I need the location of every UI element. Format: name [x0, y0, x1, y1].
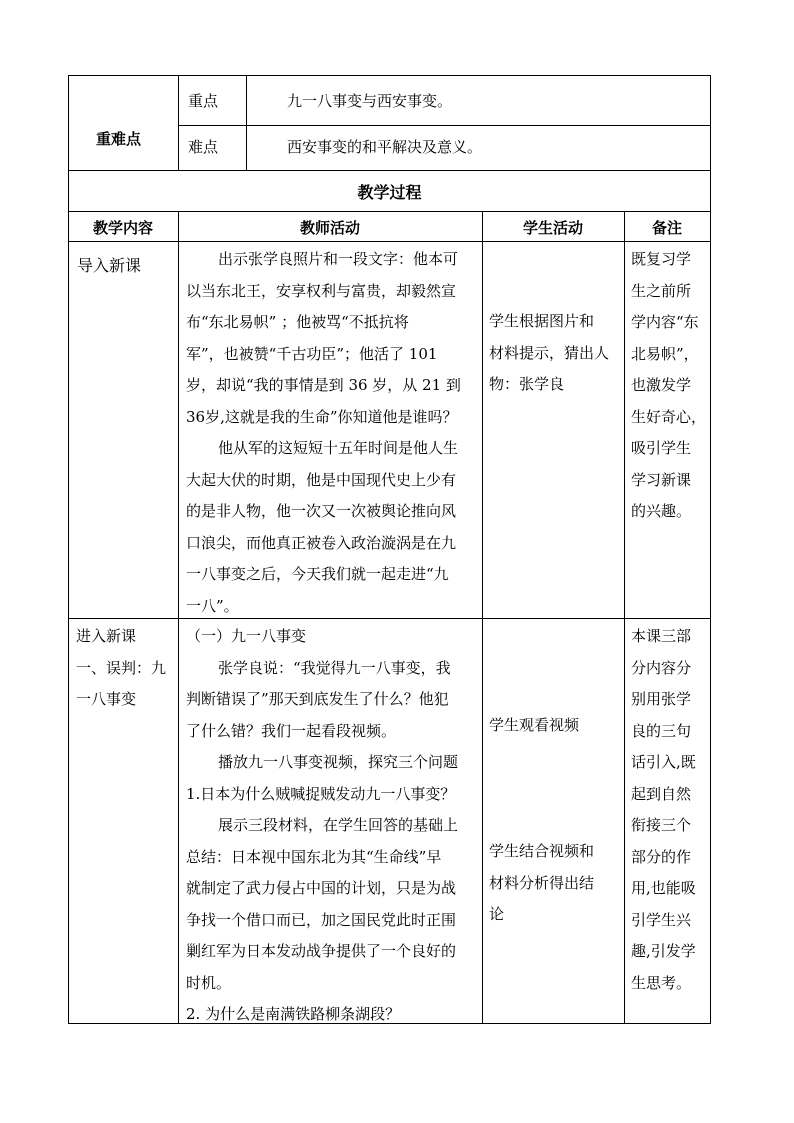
paragraph-line: 张学良说：“我觉得九一八事变，我 [218, 658, 451, 677]
paragraph-line: （一）九一八事变 [186, 627, 307, 645]
paragraph-line: 生思考。 [631, 973, 692, 992]
header-content: 教学内容 [92, 219, 153, 237]
process-title: 教学过程 [357, 183, 422, 202]
paragraph-line: 北易帜”， [631, 344, 699, 363]
paragraph-line: 材料分析得出结 [489, 873, 595, 892]
paragraph-line: 展示三段材料，在学生回答的基础上 [218, 816, 459, 834]
section2-student-activity-a: 学生观看视频 [489, 716, 580, 734]
paragraph-line: 衔接三个 [631, 816, 692, 834]
paragraph-line: 就制定了武力侵占中国的计划，只是为战 [186, 879, 457, 897]
paragraph-line: 大起大伏的时期，他是中国现代史上少有 [186, 470, 457, 489]
paragraph-line: 2. 为什么是南满铁路柳条湖段？ [186, 1005, 401, 1023]
key-points-label: 重难点 [96, 130, 142, 148]
paragraph-line: 争找一个借口而已，加之国民党此时正围 [186, 910, 457, 929]
paragraph-line: 时机。 [186, 973, 232, 992]
paragraph-line: 论 [489, 905, 505, 923]
paragraph-line: 一八事变之后，今天我们就一起走进“九 [186, 565, 449, 583]
paragraph-line: 的是非人物，他一次又一次被舆论推向风 [186, 502, 457, 520]
paragraph-line: 物：张学良 [489, 375, 565, 393]
section1-teacher-activity [186, 244, 478, 622]
paragraph-line: 播放九一八事变视频，探究三个问题 [218, 753, 459, 771]
paragraph-line: 他从军的这短短十五年时间是他人生 [218, 439, 459, 457]
header-notes: 备注 [651, 219, 682, 237]
paragraph-line: 用,也能吸 [631, 879, 696, 897]
paragraph-line: 学内容“东 [631, 313, 699, 331]
paragraph-line: 的兴趣。 [631, 502, 692, 520]
paragraph-line: 既复习学 [631, 250, 692, 268]
paragraph-line: 材料提示，猜出人 [489, 343, 610, 362]
keypoints-col-divider-2 [246, 75, 247, 171]
section1-notes [631, 244, 709, 528]
keypoints-col-divider-1 [178, 75, 179, 171]
paragraph-line: 一八”。 [186, 596, 239, 615]
row-divider-headers [68, 211, 711, 212]
paragraph-line: 军”，也被赞“千古功臣”；他活了 101 [186, 344, 438, 363]
paragraph-line: 引学生兴 [631, 910, 692, 929]
section2-notes [631, 621, 709, 999]
table-border-top [68, 75, 711, 76]
difficult-point-tag: 难点 [188, 138, 219, 156]
paragraph-line: 剿红军为日本发动战争提供了一个良好的 [186, 942, 457, 960]
paragraph-line: 良的三句 [631, 721, 692, 740]
paragraph-line: 学习新课 [631, 470, 692, 489]
paragraph-line: 以当东北王，安享权利与富贵，却毅然宣 [186, 281, 457, 300]
difficult-point-text: 西安事变的和平解决及意义。 [287, 138, 483, 156]
section2-teacher-activity [186, 621, 478, 1031]
row-divider-section1 [68, 241, 711, 242]
section2-content [76, 621, 176, 716]
section1-content: 导入新课 [77, 256, 142, 275]
row-divider-process [68, 170, 711, 171]
paragraph-line: 一八事变 [76, 690, 137, 708]
table-border-right [710, 75, 711, 1024]
paragraph-line: 1.日本为什么贼喊捉贼发动九一八事变？ [186, 784, 456, 803]
paragraph-line: 吸引学生 [631, 439, 692, 457]
section1-student-activity [489, 306, 621, 401]
key-point-tag: 重点 [188, 92, 219, 110]
paragraph-line: 分内容分 [631, 658, 692, 677]
paragraph-line: 学生根据图片和 [489, 312, 595, 330]
paragraph-line: 别用张学 [631, 690, 692, 708]
col-divider-teacher [482, 211, 483, 1024]
paragraph-line: 本课三部 [631, 627, 692, 645]
paragraph-line: 判断错误了”那天到底发生了什么？他犯 [186, 690, 449, 708]
paragraph-line: 趣,引发学 [631, 942, 696, 960]
col-divider-student [624, 211, 625, 1024]
header-student: 学生活动 [522, 219, 583, 237]
paragraph-line: 口浪尖，而他真正被卷入政治漩涡是在九 [186, 533, 457, 552]
paragraph-line: 话引入,既 [631, 753, 696, 771]
paragraph-line: 生好奇心， [631, 407, 707, 426]
row-divider-keypoints [178, 125, 711, 126]
paragraph-line: 36岁,这就是我的生命”你知道他是谁吗？ [186, 407, 458, 426]
paragraph-line: 出示张学良照片和一段文字：他本可 [218, 250, 459, 268]
key-point-text: 九一八事变与西安事变。 [287, 92, 453, 110]
paragraph-line: 布“东北易帜” ；他被骂“不抵抗将 [186, 313, 409, 331]
header-teacher: 教师活动 [299, 219, 360, 237]
paragraph-line: 了什么错？我们一起看段视频。 [186, 721, 397, 740]
paragraph-line: 也激发学 [631, 376, 692, 394]
paragraph-line: 进入新课 [76, 627, 137, 645]
paragraph-line: 岁，却说“我的事情是到 36 岁，从 21 到 [186, 376, 461, 394]
paragraph-line: 起到自然 [631, 784, 692, 803]
col-divider-content [178, 211, 179, 1024]
paragraph-line: 生之前所 [631, 281, 692, 300]
section2-student-activity-b [489, 836, 621, 931]
paragraph-line: 一、误判：九 [76, 658, 167, 677]
paragraph-line: 学生结合视频和 [489, 842, 595, 860]
paragraph-line: 部分的作 [631, 847, 692, 866]
paragraph-line: 总结：日本视中国东北为其“生命线”早 [186, 847, 442, 866]
